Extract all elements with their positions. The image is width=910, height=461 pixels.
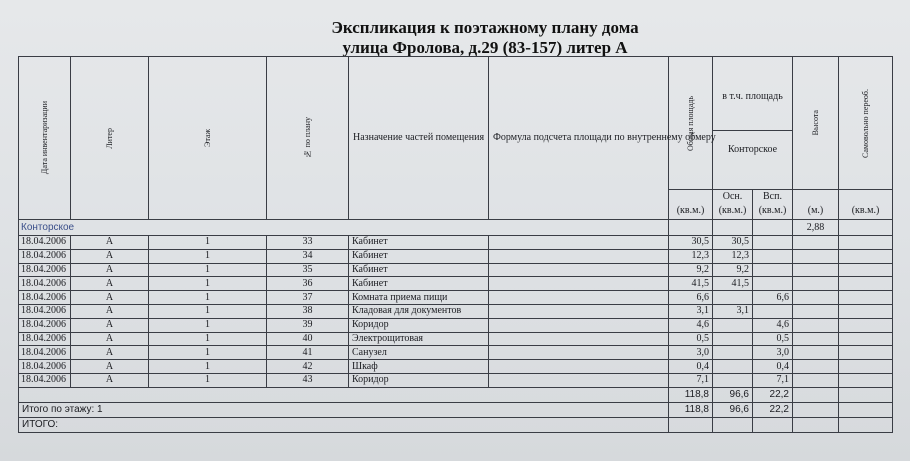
section-height: 2,88 (793, 220, 839, 236)
row-floor: 1 (149, 236, 267, 250)
row-height (793, 373, 839, 387)
row-formula (489, 373, 669, 387)
row-plan-no: 40 (267, 332, 349, 346)
row-liter: А (71, 236, 149, 250)
row-liter: А (71, 373, 149, 387)
row-aux-area: 7,1 (753, 373, 793, 387)
row-total-area: 41,5 (669, 277, 713, 291)
row-plan-no: 37 (267, 291, 349, 305)
row-self-rebuild (839, 304, 893, 318)
floor-total-label: Итого по этажу: 1 (19, 402, 669, 417)
row-floor: 1 (149, 346, 267, 360)
table-row (19, 277, 893, 291)
row-liter: А (71, 360, 149, 374)
row-date: 18.04.2006 (19, 373, 71, 387)
row-purpose: Кабинет (349, 236, 489, 250)
row-formula (489, 249, 669, 263)
floor-total: 118,8 (669, 402, 713, 417)
row-main-area: 30,5 (713, 236, 753, 250)
row-formula (489, 360, 669, 374)
row-purpose: Комната приема пищи (349, 291, 489, 305)
table-row (19, 304, 893, 318)
row-total-area: 0,5 (669, 332, 713, 346)
unit-height: (м.) (793, 190, 839, 220)
table-row (19, 249, 893, 263)
header-formula: Формула подсчета площади по внутреннему обмеру (489, 57, 669, 220)
row-date: 18.04.2006 (19, 304, 71, 318)
row-formula (489, 291, 669, 305)
row-floor: 1 (149, 332, 267, 346)
header-self-rebuild: Самовольно переоб. (839, 57, 893, 190)
row-liter: А (71, 304, 149, 318)
section-aux: 22,2 (753, 387, 793, 402)
row-floor: 1 (149, 318, 267, 332)
row-self-rebuild (839, 236, 893, 250)
row-main-area (713, 318, 753, 332)
row-self-rebuild (839, 332, 893, 346)
row-floor: 1 (149, 373, 267, 387)
floor-aux: 22,2 (753, 402, 793, 417)
table-row (19, 318, 893, 332)
row-total-area: 7,1 (669, 373, 713, 387)
row-purpose: Электрощитовая (349, 332, 489, 346)
row-purpose: Кабинет (349, 263, 489, 277)
header-date: Дата инвентаризации (19, 57, 71, 220)
row-height (793, 263, 839, 277)
row-liter: А (71, 346, 149, 360)
row-self-rebuild (839, 373, 893, 387)
row-floor: 1 (149, 360, 267, 374)
row-plan-no: 35 (267, 263, 349, 277)
row-purpose: Коридор (349, 373, 489, 387)
row-total-area: 9,2 (669, 263, 713, 277)
row-main-area (713, 373, 753, 387)
row-date: 18.04.2006 (19, 332, 71, 346)
row-plan-no: 34 (267, 249, 349, 263)
row-formula (489, 236, 669, 250)
table-row (19, 236, 893, 250)
row-aux-area: 0,5 (753, 332, 793, 346)
row-height (793, 346, 839, 360)
row-aux-area (753, 304, 793, 318)
table-row (19, 332, 893, 346)
row-main-area: 3,1 (713, 304, 753, 318)
row-total-area: 3,1 (669, 304, 713, 318)
row-total-area: 12,3 (669, 249, 713, 263)
row-plan-no: 39 (267, 318, 349, 332)
row-plan-no: 41 (267, 346, 349, 360)
unit-total: (кв.м.) (669, 190, 713, 220)
header-plan-no: № по плану (267, 57, 349, 220)
row-purpose: Кладовая для документов (349, 304, 489, 318)
row-total-area: 0,4 (669, 360, 713, 374)
row-liter: А (71, 249, 149, 263)
row-plan-no: 42 (267, 360, 349, 374)
row-aux-area (753, 277, 793, 291)
row-self-rebuild (839, 346, 893, 360)
row-main-area (713, 291, 753, 305)
header-liter: Литер (71, 57, 149, 220)
row-aux-area: 4,6 (753, 318, 793, 332)
row-main-area (713, 346, 753, 360)
row-total-area: 6,6 (669, 291, 713, 305)
row-height (793, 318, 839, 332)
row-height (793, 291, 839, 305)
section-total: 118,8 (669, 387, 713, 402)
table-row (19, 346, 893, 360)
row-purpose: Санузел (349, 346, 489, 360)
row-main-area: 12,3 (713, 249, 753, 263)
row-self-rebuild (839, 291, 893, 305)
row-self-rebuild (839, 263, 893, 277)
row-floor: 1 (149, 249, 267, 263)
row-floor: 1 (149, 291, 267, 305)
header-office: Конторское (713, 130, 792, 155)
row-height (793, 360, 839, 374)
row-date: 18.04.2006 (19, 236, 71, 250)
row-date: 18.04.2006 (19, 263, 71, 277)
row-date: 18.04.2006 (19, 249, 71, 263)
row-self-rebuild (839, 277, 893, 291)
row-date: 18.04.2006 (19, 318, 71, 332)
row-purpose: Шкаф (349, 360, 489, 374)
header-incl-area: в т.ч. площадь Конторское (713, 57, 793, 190)
row-liter: А (71, 332, 149, 346)
document-subtitle: улица Фролова, д.29 (83-157) литер А (342, 38, 628, 57)
row-total-area: 4,6 (669, 318, 713, 332)
grand-total-label: ИТОГО: (19, 417, 669, 432)
document-title: Экспликация к поэтажному плану дома (331, 18, 639, 37)
section-label: Конторское (19, 220, 669, 236)
row-formula (489, 332, 669, 346)
row-plan-no: 38 (267, 304, 349, 318)
row-self-rebuild (839, 249, 893, 263)
unit-self: (кв.м.) (839, 190, 893, 220)
row-formula (489, 304, 669, 318)
header-floor: Этаж (149, 57, 267, 220)
row-date: 18.04.2006 (19, 277, 71, 291)
table-row (19, 291, 893, 305)
explication-table (18, 56, 893, 433)
row-aux-area: 6,6 (753, 291, 793, 305)
row-date: 18.04.2006 (19, 360, 71, 374)
row-plan-no: 36 (267, 277, 349, 291)
row-height (793, 249, 839, 263)
row-total-area: 30,5 (669, 236, 713, 250)
row-liter: А (71, 318, 149, 332)
table-row (19, 373, 893, 387)
row-formula (489, 263, 669, 277)
section-main: 96,6 (713, 387, 753, 402)
row-aux-area (753, 236, 793, 250)
row-total-area: 3,0 (669, 346, 713, 360)
row-purpose: Коридор (349, 318, 489, 332)
row-aux-area (753, 249, 793, 263)
row-formula (489, 318, 669, 332)
row-aux-area: 3,0 (753, 346, 793, 360)
header-height: Высота (793, 57, 839, 190)
row-liter: А (71, 277, 149, 291)
unit-main: Осн. (кв.м.) (713, 190, 753, 220)
row-formula (489, 277, 669, 291)
header-purpose: Назначение частей помещения (349, 57, 489, 220)
row-liter: А (71, 291, 149, 305)
row-height (793, 236, 839, 250)
row-height (793, 304, 839, 318)
floor-main: 96,6 (713, 402, 753, 417)
row-aux-area (753, 263, 793, 277)
row-plan-no: 43 (267, 373, 349, 387)
row-floor: 1 (149, 304, 267, 318)
table-row (19, 263, 893, 277)
table-row (19, 360, 893, 374)
row-liter: А (71, 263, 149, 277)
row-purpose: Кабинет (349, 249, 489, 263)
row-date: 18.04.2006 (19, 346, 71, 360)
row-date: 18.04.2006 (19, 291, 71, 305)
row-self-rebuild (839, 318, 893, 332)
row-plan-no: 33 (267, 236, 349, 250)
row-height (793, 332, 839, 346)
row-self-rebuild (839, 360, 893, 374)
row-main-area (713, 360, 753, 374)
row-floor: 1 (149, 277, 267, 291)
row-main-area: 9,2 (713, 263, 753, 277)
row-height (793, 277, 839, 291)
row-purpose: Кабинет (349, 277, 489, 291)
row-formula (489, 346, 669, 360)
header-total-area: Общая площадь (669, 57, 713, 190)
row-floor: 1 (149, 263, 267, 277)
row-aux-area: 0,4 (753, 360, 793, 374)
row-main-area: 41,5 (713, 277, 753, 291)
unit-aux: Всп. (кв.м.) (753, 190, 793, 220)
row-main-area (713, 332, 753, 346)
